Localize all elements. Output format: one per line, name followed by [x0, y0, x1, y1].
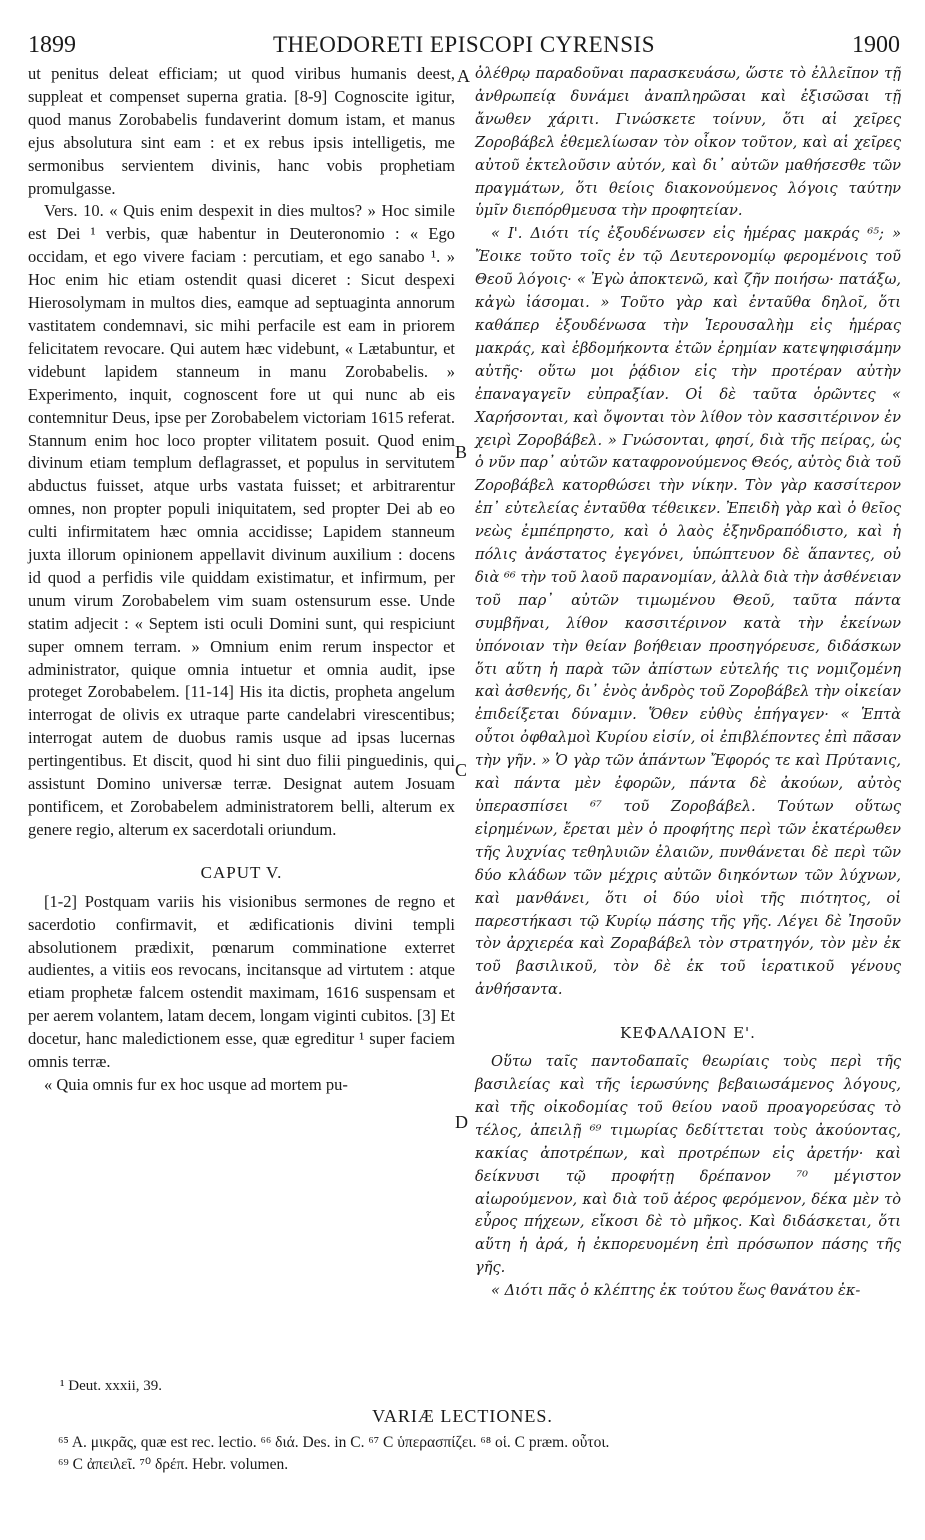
greek-paragraph-3: Οὕτω ταῖς παντοδαπαῖς θεωρίαις τοὺς περὶ τῆς βασιλείας καὶ τῆς ἱερωσύνης βεβαιωσάμενος λόγους, καὶ τῆς οἰκοδομίας τοῦ θείου ναοῦ προαγορεύσας τὸ τέλος, ἀπειλῇ ⁶⁹ τιμωρίας δεδίττεται τοὺς ἀκούοντας, κακίας ἀποτρέπων, καὶ προτρέπων εἰς ἀρετήν· καὶ δείκνυσι τῷ προφήτῃ δρέπανον ⁷⁰ μέγιστον αἰωρούμενον, καὶ διὰ τοῦ ἀέρος φερόμενον, δέκα μὲν τὸ εὖρος πήχεων, εἴκοσι δὲ τὸ μῆκος. Καὶ διδάσκεται, ὅτι αὕτη ἡ ἀρά, ἡ ἐκπορευομένη ἐπὶ πρόσωπον πάσης τῆς γῆς.	[475, 1053, 901, 1277]
latin-paragraph-3: [1-2] Postquam variis his visionibus sermones de regno et sacerdotio confirmavit, et ædificationis divini templi absolutionem prædixit, pœnarum comminatione exterret audientes, a vitiis eos revocans, incitansque ad virtutem : atque etiam prophetæ falcem ostendit maximam, 1616 suspensam et per aerem volantem, latam decem, longam viginti cubitos. [3] Et docetur, hanc maledictionem esse, quæ egreditur ¹ super faciem omnis terræ.	[28, 891, 455, 1072]
running-header	[28, 30, 900, 64]
page-number-left: 1899	[28, 32, 76, 58]
greek-chapter-heading: ΚΕΦΑΛΑΙΟΝ Ε'.	[620, 1024, 756, 1043]
greek-paragraph-2: « Ι'. Διότι τίς ἐξουδένωσεν εἰς ἡμέρας μακράς ⁶⁵; » Ἔοικε τοῦτο τοῖς ἐν τῷ Δευτερονομίῳ φερομένοις τοῦ Θεοῦ λόγοις· « Ἐγὼ ἀποκτενῶ, καὶ ζῆν ποιήσω· πατάξω, κἀγὼ ἰάσομαι. » Τοῦτο γὰρ καὶ ἐνταῦθα δηλοῖ, ὅτι καθάπερ ἐξουδένωσα τὴν Ἱερουσαλὴμ εἰς ἡμέρας μακράς, καὶ ἑβδομήκοντα ἐτῶν ἐρημίαν κατεψηφισάμην αὐτῆς· οὕτω μοι ῥᾴδιον εἰς τὴν προτέραν αὐτὴν ἐπαναγαγεῖν εὐπραξίαν. Οἱ δὲ ταῦτα ὁρῶντες « Χαρήσονται, καὶ ὄψονται τὸν λίθον τὸν κασσιτέρινον ἐν χειρὶ Ζοροβάβελ. » Γνώσονται, φησί, διὰ τῆς πείρας, ὡς ὁ νῦν παρ᾽ αὐτῶν καταφρονούμενος Θεός, αὐτὸς διὰ τοῦ Ζοροβάβελ κατορθώσει τὴν νίκην. Τὸν γὰρ κασσίτερον ἐπ᾽ εὐτελείας ἐνταῦθα τέθεικεν. Ἐπειδὴ γὰρ καὶ ὁ θεῖος νεὼς ἐμπέπρηστο, καὶ ὁ λαὸς ἐξηνδραπόδιστο, καὶ ἡ πόλις ἀνάστατος ἐγεγόνει, ὑπώπτευον δὲ ἅπαντες, οὐ διὰ ⁶⁶ τὴν τοῦ λαοῦ παρανομίαν, ἀλλὰ διὰ τὴν ἀσθένειαν τοῦ παρ᾽ αὐτῶν τιμωμένου Θεοῦ, ταῦτα πάντα συμβῆναι, λίθον κασσιτέρινον κατὰ τὴν ἐκείνων ὑπόνοιαν τὴν θείαν βοήθειαν προσηγόρευσε, διδάσκων ὅτι αὕτη ἡ παρὰ τῶν ἀπίστων εὐτελής τις νομιζομένη καὶ ἀσθενής, δι᾽ ἑνὸς ἀνδρὸς τοῦ Ζοροβάβελ τὴν οἰκείαν ἐπιδείξεται δύναμιν. Ὅθεν εὐθὺς ἐπήγαγεν· « Ἑπτὰ οὗτοι ὀφθαλμοὶ Κυρίου εἰσίν, οἱ ἐπιβλέποντες ἐπὶ πᾶσαν τὴν γῆν. » Ὁ γὰρ τῶν ἁπάντων Ἔφορός τε καὶ Πρύτανις, καὶ πάντα μὲν ἐφορῶν, πάντα δὲ ἀκούων, αὐτὸς ὑπερασπίσει ⁶⁷ τοῦ Ζοροβάβελ. Τούτων οὕτως εἰρημένων, ἔρεται μὲν ὁ προφήτης περὶ τῶν ἑκατέρωθεν τῆς λυχνίας τεθηλυιῶν ἐλαιῶν, πυνθάνεται δὲ περὶ τῶν δύο κλάδων τῶν μέχρις αὐτῶν διηκόντων τῶν λύχνων, καὶ μανθάνει, ὅτι οἱ δύο υἱοὶ τῆς πιότητος, οἱ παρεστήκασι τῷ Κυρίῳ πάσης τῆς γῆς. Λέγει δὲ Ἰησοῦν τὸν ἀρχιερέα καὶ Ζοραβάβελ τὸν στρατηγόν, τὸν μὲν ἐκ τοῦ βασιλικοῦ, τὸν δὲ ἐκ τοῦ ἱερατικοῦ γένους ἀνθήσαντα.	[475, 225, 901, 999]
greek-column	[475, 63, 901, 1303]
latin-column	[28, 63, 455, 1097]
latin-chapter-heading: CAPUT V.	[200, 862, 283, 882]
greek-paragraph-1: ὀλέθρῳ παραδοῦναι παρασκευάσω, ὥστε τὸ ἐλλεῖπον τῇ ἀνθρωπείᾳ δυνάμει ἀναπληρῶσαι καὶ ἐξισῶσαι τῇ ἄνωθεν χάριτι. Γινώσκετε τοίνυν, ὅτι αἱ χεῖρες Ζοροβάβελ ἐθεμελίωσαν τὸν οἶκον τοῦτον, καὶ αἱ χεῖρες αὐτοῦ ἐκτελοῦσιν αὐτόν, καὶ δι᾽ αὐτῶν μαθήσεσθε τῶν πραγμάτων, ὅτι θείοις διακονούμενος λόγοις ταύτην ὑμῖν διεπόρθμευσα τὴν προφητείαν.	[475, 65, 901, 220]
section-marker-b: B	[455, 442, 468, 462]
page-number-right: 1900	[852, 32, 900, 58]
variae-line-2: ⁶⁹ C ἀπειλεῖ. ⁷⁰ δρέπ. Hebr. volumen.	[58, 1456, 289, 1473]
section-marker-d: D	[455, 1112, 468, 1132]
latin-paragraph-4: « Quia omnis fur ex hoc usque ad mortem pu-	[44, 1074, 348, 1094]
footnote: ¹ Deut. xxxii, 39.	[60, 1378, 162, 1394]
running-title: THEODORETI EPISCOPI CYRENSIS	[272, 32, 656, 57]
variae-line-1: ⁶⁵ A. μικρᾶς, quæ est rec. lectio. ⁶⁶ διά. Des. in C. ⁶⁷ C ὑπερασπίζει. ⁶⁸ οἱ. C præm. οὗτοι.	[58, 1434, 610, 1451]
section-marker-a: A	[457, 66, 470, 86]
variae-lectiones-notes	[58, 1432, 898, 1476]
greek-paragraph-4: « Διότι πᾶς ὁ κλέπτης ἐκ τούτου ἕως θανάτου ἐκ-	[491, 1282, 861, 1300]
latin-paragraph-2: Vers. 10. « Quis enim despexit in dies multos? » Hoc simile est Dei ¹ verbis, quæ habentur in Deuteronomio : « Ego occidam, et ego vivere faciam : percutiam, et ego sanabo ¹. » Hoc enim hic etiam ostendit quasi diceret : Sicut despexi Hierosolymam in multos dies, eamque ad septuaginta annorum vastitatem condemnavi, sic mihi perfacile est eam in priorem felicitatem revocare. Qui autem hæc videbunt, « Lætabuntur, et videbunt lapidem stanneum in manu Zorobabelis. » Experimento, inquit, cognoscent fore ut qui nunc ab eis contemnitur Deus, ipse per Zorobabelem victoriam 1615 referat. Stannum enim hoc loco propter vilitatem posuit. Quod enim divinum etiam templum deflagrasset, et populus in servitutem abductus fuisset, atque urbs vastata fuisset; et arbitrarentur omnes, non propter populi iniquitatem, sed propter Dei ab eo culti infirmitatem hæc omnia accidisse; Lapidem stanneum juxta illorum opinionem appellavit divinum auxilium : docens id quod a perfidis vile quiddam existimatur, et infirmum, per unum virum Zorobabelem vim suam ostensurum esse. Unde statim adjecit : « Septem isti oculi Domini sunt, qui respiciunt super omnem terram. » Omnium enim rerum inspector et administrator, quique omnia intuetur et omnia audit, ipse proteget Zorobabelem. [11-14] His ita dictis, propheta angelum interrogat de olivis ex utraque parte candelabri virescentibus; interrogat autem de duobus ramis usque ad ipsas lucernas pertingentibus. Et discit, quod hi sint duo filii pinguedinis, qui assistunt Domino universæ terræ. Designat autem Josuam pontificem, et Zorobabelem administratorem belli, alterum ex genere regio, alterum ex sacerdotali oriundum.	[28, 201, 455, 839]
variae-lectiones-title: VARIÆ LECTIONES.	[372, 1406, 553, 1426]
section-marker-c: C	[455, 760, 468, 780]
latin-paragraph-1: ut penitus deleat efficiam; ut quod viribus humanis deest, suppleat et compenset superna gratia. [8-9] Cognoscite igitur, quod manus Zorobabelis fundaverint domum istam, et manus ejus absolutura sint eam : et ex rebus ipsis intelligetis, me sermonibus servientem divinis, hanc vobis prophetiam promulgasse.	[28, 64, 455, 198]
